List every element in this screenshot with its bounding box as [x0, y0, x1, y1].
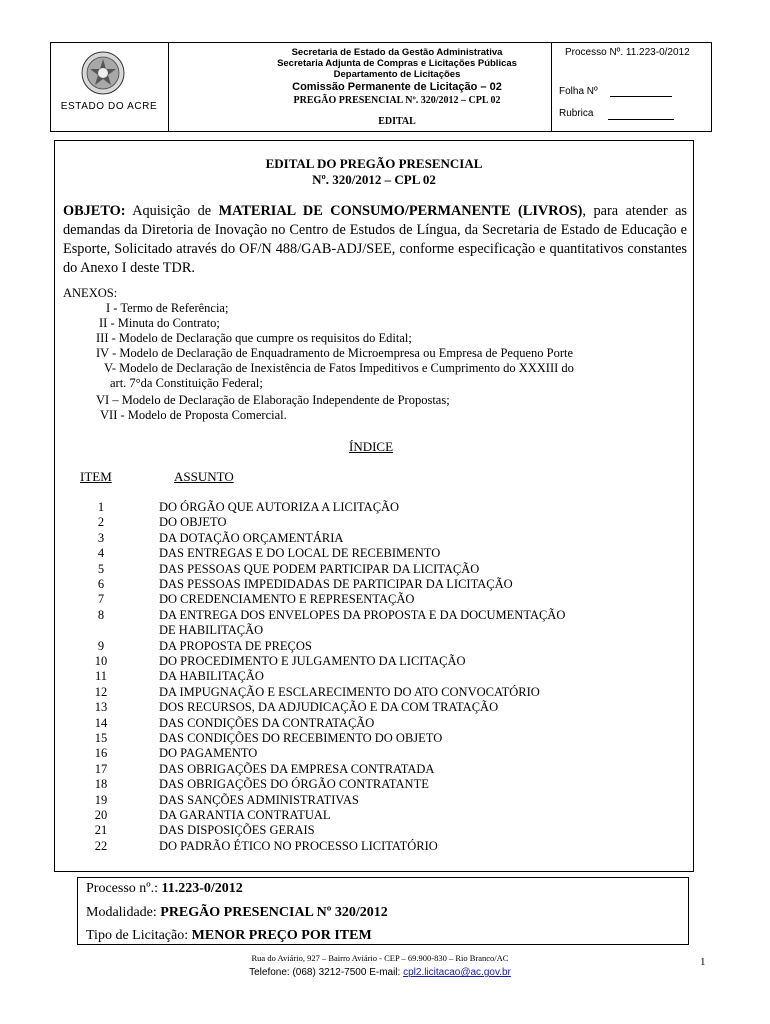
index-subject: DE HABILITAÇÃO [159, 623, 264, 638]
footer-phone: Telefone: (068) 3212-7500 E-mail: [249, 967, 401, 978]
header-line-1: Secretaria de Estado da Gestão Administrativa [291, 47, 503, 58]
anexo-item: VI – Modelo de Declaração de Elaboração Independente de Propostas; [96, 393, 450, 407]
index-number: 5 [97, 561, 105, 576]
anexo-item: II - Minuta do Contrato; [99, 316, 220, 330]
index-number: 14 [94, 715, 108, 730]
rubrica-blank [608, 119, 674, 120]
index-subject: DA HABILITAÇÃO [159, 669, 264, 684]
edital-title: EDITAL DO PREGÃO PRESENCIAL [265, 156, 483, 171]
index-number: 17 [94, 761, 108, 776]
index-subject: DA GARANTIA CONTRATUAL [159, 808, 331, 822]
page-number: 1 [700, 956, 706, 968]
index-subject: DO OBJETO [159, 515, 227, 530]
assunto-header: ASSUNTO [174, 469, 234, 484]
index-number: 6 [97, 577, 105, 591]
index-subject: DAS PESSOAS IMPEDIDADAS DE PARTICIPAR DA LICITAÇÃO [159, 577, 513, 591]
index-subject: DAS SANÇÕES ADMINISTRATIVAS [159, 792, 359, 807]
summary-processo [86, 881, 243, 897]
footer-email-link[interactable]: cpl2.licitacao@ac.gov.br [403, 967, 511, 978]
objeto-text-pre: Aquisição de [125, 203, 219, 219]
index-subject: DO PADRÃO ÉTICO NO PROCESSO LICITATÓRIO [159, 838, 438, 853]
anexo-item: III - Modelo de Declaração que cumpre os requisitos do Edital; [96, 331, 412, 345]
index-subject: DO PROCEDIMENTO E JULGAMENTO DA LICITAÇÃO [159, 654, 466, 668]
anexo-item: I - Termo de Referência; [106, 301, 229, 315]
footer-address: Rua do Aviário, 927 – Bairro Aviário - CEP – 69.900-830 – Rio Branco/AC [251, 953, 509, 963]
header-line-4: Comissão Permanente de Licitação – 02 [292, 81, 502, 93]
index-subject: DA PROPOSTA DE PREÇOS [159, 638, 312, 653]
index-number: 18 [94, 777, 108, 792]
summary-modalidade-value: PREGÃO PRESENCIAL Nº 320/2012 [160, 905, 388, 920]
folha-blank [610, 96, 672, 97]
index-subject: DA IMPUGNAÇÃO E ESCLARECIMENTO DO ATO CONVOCATÓRIO [159, 684, 540, 699]
anexo-item: art. 7°da Constituição Federal; [110, 376, 263, 390]
index-subject: DAS OBRIGAÇÕES DA EMPRESA CONTRATADA [159, 761, 435, 776]
index-subject: DO PAGAMENTO [159, 746, 258, 761]
index-subject: DA ENTREGA DOS ENVELOPES DA PROPOSTA E DA DOCUMENTAÇÃO [159, 607, 566, 622]
index-subject: DOS RECURSOS, DA ADJUDICAÇÃO E DA COM TRATAÇÃO [159, 700, 499, 715]
anexo-item: V- Modelo de Declaração de Inexistência de Fatos Impeditivos e Cumprimento do XXXIII do [104, 361, 574, 375]
index-number: 1 [97, 500, 105, 514]
item-header: ITEM [80, 469, 112, 484]
header-line-5: PREGÃO PRESENCIAL Nº. 320/2012 – CPL 02 [293, 95, 501, 106]
anexo-item: IV - Modelo de Declaração de Enquadramento de Microempresa ou Empresa de Pequeno Porte [96, 346, 574, 360]
objeto-label: OBJETO: [63, 203, 126, 219]
index-number: 2 [97, 515, 105, 530]
header-line-3: Departamento de Licitações [333, 69, 461, 80]
index-number: 11 [94, 669, 108, 684]
index-subject: DO ÓRGÃO QUE AUTORIZA A LICITAÇÃO [159, 500, 400, 514]
index-number: 8 [97, 607, 105, 622]
header-divider-left [168, 42, 169, 132]
index-subject: DAS OBRIGAÇÕES DO ÓRGÃO CONTRATANTE [159, 777, 429, 792]
processo-number: Processo Nº. 11.223-0/2012 [565, 47, 690, 58]
objeto-paragraph [63, 202, 687, 278]
summary-processo-value: 11.223-0/2012 [161, 881, 243, 896]
index-subject: DA DOTAÇÃO ORÇAMENTÁRIA [159, 530, 344, 545]
summary-processo-label: Processo nº.: [86, 881, 162, 896]
index-subject: DAS CONDIÇÕES DA CONTRATAÇÃO [159, 715, 375, 730]
anexos-label: ANEXOS: [63, 286, 118, 300]
indice-title: ÍNDICE [349, 439, 394, 454]
index-number: 7 [97, 592, 105, 607]
index-subject: DAS DISPOSIÇÕES GERAIS [159, 823, 315, 838]
anexo-item: VII - Modelo de Proposta Comercial. [100, 408, 287, 422]
index-number: 9 [97, 638, 105, 653]
footer-contact [160, 967, 600, 978]
state-seal-icon [80, 50, 126, 96]
index-subject: DAS ENTREGAS E DO LOCAL DE RECEBIMENTO [159, 546, 441, 561]
index-number: 16 [94, 746, 108, 761]
index-number: 19 [94, 792, 108, 807]
summary-tipo [86, 928, 372, 944]
index-number: 21 [94, 823, 108, 838]
index-subject: DO CREDENCIAMENTO E REPRESENTAÇÃO [159, 592, 415, 607]
summary-tipo-value: MENOR PREÇO POR ITEM [191, 928, 372, 943]
index-number: 12 [94, 684, 108, 699]
state-label: ESTADO DO ACRE [60, 101, 158, 112]
index-number: 3 [97, 530, 105, 545]
objeto-text-post: , para atender as demandas da Diretoria de Inovação no Centro de Estudos de Língua, da Secretaria de Estado de Educação e Esporte, Solicitado através do OF/N 488/GAB-ADJ/SEE, conforme especificação e quantitativos constantes do Anexo I deste TDR. [63, 203, 687, 276]
index-subject: DAS PESSOAS QUE PODEM PARTICIPAR DA LICITAÇÃO [159, 561, 480, 576]
index-number: 22 [94, 838, 108, 853]
index-number: 4 [97, 546, 105, 561]
objeto-material: MATERIAL DE CONSUMO/PERMANENTE (LIVROS) [218, 203, 583, 219]
folha-label: Folha Nº [559, 86, 598, 97]
summary-modalidade-label: Modalidade: [86, 905, 161, 920]
header-line-2: Secretaria Adjunta de Compras e Licitações Públicas [277, 58, 517, 69]
rubrica-label: Rubrica [559, 108, 594, 119]
summary-tipo-label: Tipo de Licitação: [86, 928, 192, 943]
header-line-6: EDITAL [378, 116, 416, 127]
summary-modalidade [86, 905, 388, 921]
index-subject: DAS CONDIÇÕES DO RECEBIMENTO DO OBJETO [159, 731, 443, 745]
edital-number: Nº. 320/2012 – CPL 02 [312, 172, 436, 187]
index-number: 20 [94, 808, 108, 822]
index-number: 10 [94, 654, 108, 668]
index-number: 13 [94, 700, 108, 715]
index-number: 15 [94, 731, 108, 745]
